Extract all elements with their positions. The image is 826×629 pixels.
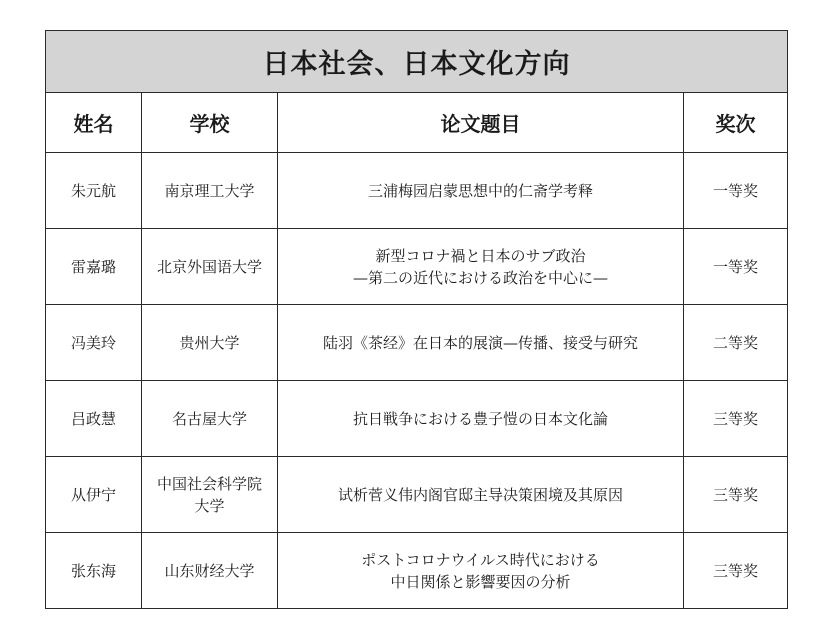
thesis-line: —第二の近代における政治を中心に— [352,268,608,287]
cell-school [142,305,278,381]
cell-award: 三等奖 [684,533,788,609]
header-thesis: 论文题目 [278,93,684,153]
school-line: 名古屋大学 [171,409,247,428]
thesis-line: 新型コロナ禍と日本のサブ政治 [375,246,586,265]
header-award: 奖次 [684,93,788,153]
table-row [46,381,788,457]
award-table [45,30,788,609]
cell-award: 三等奖 [684,381,788,457]
thesis-line: 中日関係と影響要因の分析 [390,572,571,591]
cell-name: 从伊宁 [46,457,142,533]
cell-thesis [278,305,684,381]
cell-award: 一等奖 [684,153,788,229]
header-row [46,93,788,153]
thesis-line: 三浦梅园启蒙思想中的仁斋学考释 [367,181,593,200]
cell-school [142,153,278,229]
thesis-line: ポストコロナウイルス時代における [361,550,600,569]
table-row [46,457,788,533]
cell-thesis [278,153,684,229]
header-name: 姓名 [46,93,142,153]
cell-thesis [278,381,684,457]
cell-thesis [278,229,684,305]
school-line: 山东财经大学 [164,561,255,580]
school-line: 北京外国语大学 [156,257,262,276]
school-line: 贵州大学 [179,333,240,352]
cell-name: 雷嘉璐 [46,229,142,305]
title-row [46,31,788,93]
school-line: 南京理工大学 [164,181,255,200]
school-line: 大学 [194,496,225,515]
table-row [46,229,788,305]
cell-name: 吕政慧 [46,381,142,457]
cell-thesis [278,533,684,609]
table-title: 日本社会、日本文化方向 [46,31,788,93]
header-school: 学校 [142,93,278,153]
cell-name: 朱元航 [46,153,142,229]
thesis-line: 抗日戦争における豊子愷の日本文化論 [352,409,608,428]
table-row [46,153,788,229]
cell-thesis [278,457,684,533]
cell-name: 冯美玲 [46,305,142,381]
cell-school [142,457,278,533]
thesis-line: 陆羽《茶经》在日本的展演—传播、接受与研究 [322,333,638,352]
cell-school [142,381,278,457]
table-row [46,533,788,609]
thesis-line: 试析菅义伟内阁官邸主导决策困境及其原因 [337,485,623,504]
cell-award: 三等奖 [684,457,788,533]
cell-award: 一等奖 [684,229,788,305]
school-line: 中国社会科学院 [156,474,262,493]
cell-school [142,229,278,305]
cell-name: 张东海 [46,533,142,609]
cell-school [142,533,278,609]
cell-award: 二等奖 [684,305,788,381]
table-row [46,305,788,381]
